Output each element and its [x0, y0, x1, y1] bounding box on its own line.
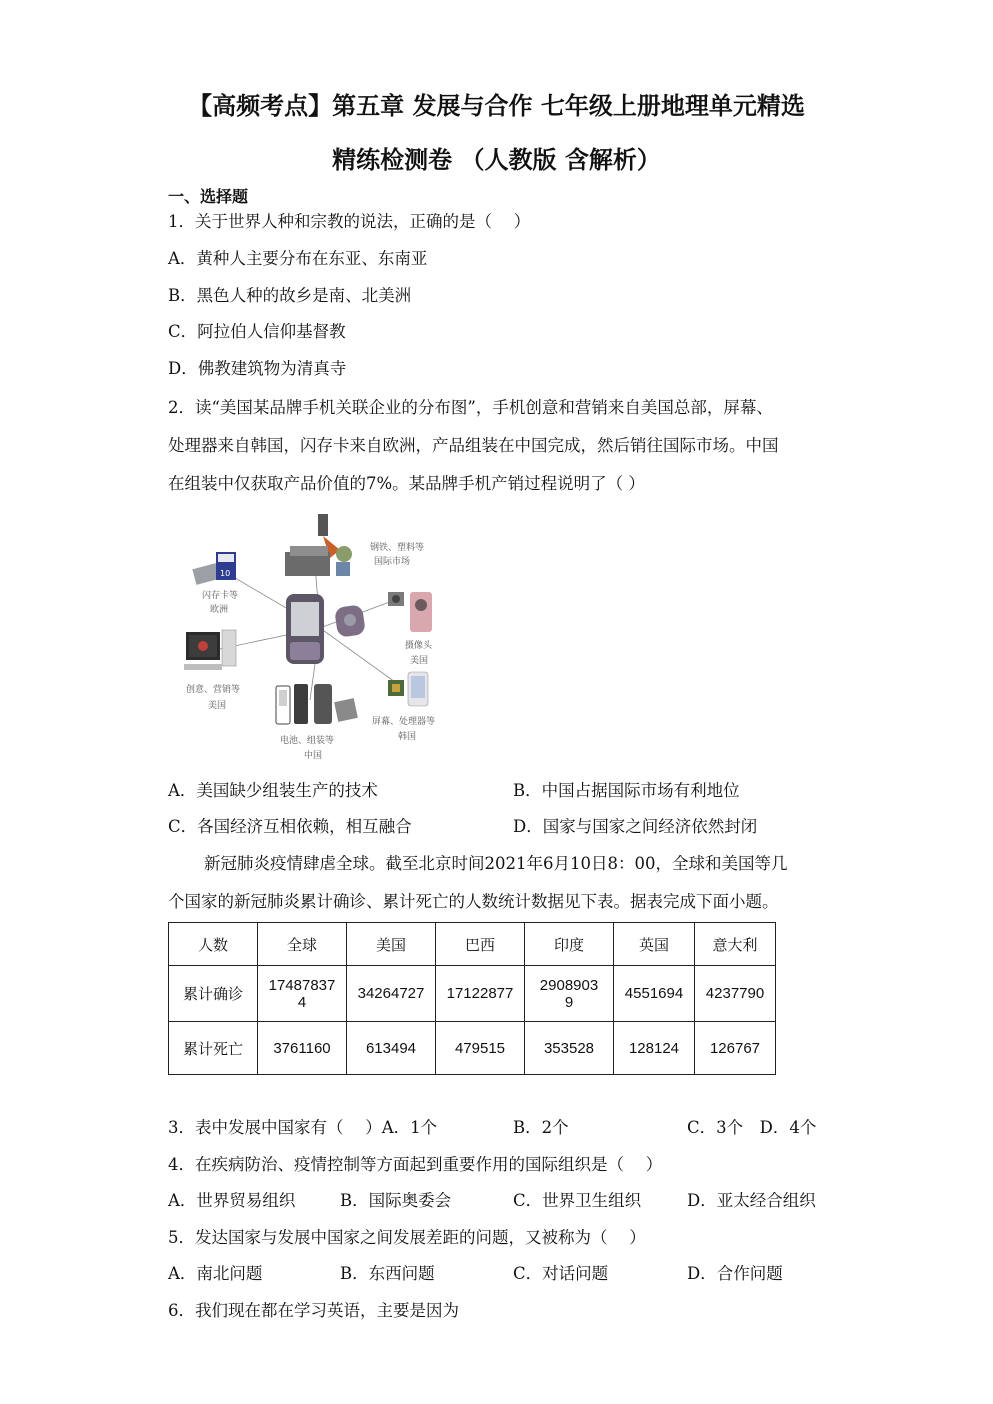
figure-label-usa-2: 美国	[410, 656, 429, 666]
q4-option-c: C．世界卫生组织	[513, 1191, 642, 1210]
table-cell: 353528	[525, 1022, 614, 1075]
q2-option-c: C．各国经济互相依赖，相互融合	[168, 817, 412, 836]
sd-card-capacity: 10	[220, 569, 231, 578]
table-cell: 3761160	[258, 1022, 347, 1075]
section-heading: 一、选择题	[168, 187, 249, 206]
q3-option-b: B．2个	[513, 1118, 569, 1137]
header-cell: 人数	[169, 923, 258, 966]
header-cell: 意大利	[695, 923, 776, 966]
q1-option-c: C．阿拉伯人信仰基督教	[168, 322, 346, 341]
computer-icon	[184, 630, 236, 670]
covid-data-table	[168, 922, 776, 1075]
q4-option-d: D．亚太经合组织	[687, 1191, 816, 1210]
table-cell: 4237790	[695, 966, 776, 1022]
table-row-deaths	[169, 1022, 776, 1075]
figure-label-flash: 闪存卡等	[202, 591, 239, 601]
q5-option-d: D．合作问题	[687, 1264, 783, 1283]
flash-card-icon	[192, 552, 236, 585]
q4-option-a: A．世界贸易组织	[168, 1191, 296, 1210]
passage-line-1: 新冠肺炎疫情肆虐全球。截至北京时间2021年6月10日8：00，全球和美国等几	[204, 854, 788, 873]
q1-option-b: B．黑色人种的故乡是南、北美洲	[168, 286, 412, 305]
header-cell: 英国	[614, 923, 695, 966]
header-cell: 全球	[258, 923, 347, 966]
q4-stem: 4．在疾病防治、疫情控制等方面起到重要作用的国际组织是（ ）	[168, 1155, 663, 1174]
q3-stem: 3．表中发展中国家有（ ）A．1个	[168, 1118, 438, 1137]
figure-label-steel: 钢铁、塑料等	[370, 543, 425, 553]
q3-option-cd: C．3个 D．4个	[687, 1118, 817, 1137]
table-header-row	[169, 923, 776, 966]
table-cell: 128124	[614, 1022, 695, 1075]
q5-option-c: C．对话问题	[513, 1264, 609, 1283]
header-cell: 巴西	[436, 923, 525, 966]
q2-option-d: D．国家与国家之间经济依然封闭	[513, 817, 758, 836]
q5-stem: 5．发达国家与发展中国家之间发展差距的问题，又被称为（ ）	[168, 1228, 646, 1247]
table-cell: 479515	[436, 1022, 525, 1075]
figure-label-battery: 电池、组装等	[280, 736, 335, 746]
table-cell: 17122877	[436, 966, 525, 1022]
table-cell: 17487837 4	[258, 966, 347, 1022]
q2-stem-line-3: 在组装中仅获取产品价值的7%。某品牌手机产销过程说明了（ ）	[168, 474, 645, 493]
connector-line	[320, 628, 395, 682]
figure-label-market: 国际市场	[374, 557, 411, 567]
table-cell: 613494	[347, 1022, 436, 1075]
row-label: 累计确诊	[169, 966, 258, 1022]
passage-line-2: 个国家的新冠肺炎累计确诊、累计死亡的人数统计数据见下表。据表完成下面小题。	[168, 892, 779, 911]
title-line-1: 【高频考点】第五章 发展与合作 七年级上册地理单元精选	[188, 92, 805, 120]
row-label: 累计死亡	[169, 1022, 258, 1075]
figure-label-camera: 摄像头	[405, 641, 433, 651]
q2-stem-line-2: 处理器来自韩国，闪存卡来自欧洲，产品组装在中国完成，然后销往国际市场。中国	[168, 436, 779, 455]
table-row-confirmed	[169, 966, 776, 1022]
table-cell: 4551694	[614, 966, 695, 1022]
central-phone-icon	[286, 594, 366, 664]
table-cell: 126767	[695, 1022, 776, 1075]
camera-icon	[388, 592, 432, 632]
battery-assembly-icon	[276, 684, 358, 724]
figure-label-europe: 欧洲	[210, 605, 229, 615]
table-cell: 34264727	[347, 966, 436, 1022]
steel-plastic-icon	[285, 514, 352, 576]
phone-supply-chain-figure	[180, 510, 460, 765]
screen-processor-icon	[388, 672, 428, 706]
q5-option-b: B．东西问题	[340, 1264, 435, 1283]
q2-stem-line-1: 2．读“美国某品牌手机关联企业的分布图”，手机创意和营销来自美国总部，屏幕、	[168, 398, 773, 417]
q1-stem: 1．关于世界人种和宗教的说法，正确的是（ ）	[168, 212, 531, 231]
q5-option-a: A．南北问题	[168, 1264, 263, 1283]
q1-option-a: A．黄种人主要分布在东亚、东南亚	[168, 249, 428, 268]
header-cell: 印度	[525, 923, 614, 966]
q2-option-b: B．中国占据国际市场有利地位	[513, 781, 740, 800]
figure-label-usa-1: 美国	[208, 701, 227, 711]
figure-label-creative: 创意、营销等	[186, 685, 241, 695]
figure-label-china: 中国	[304, 751, 323, 761]
figure-label-korea: 韩国	[398, 732, 417, 742]
figure-label-screen: 屏幕、处理器等	[372, 717, 436, 727]
q6-stem: 6．我们现在都在学习英语，主要是因为	[168, 1301, 459, 1320]
header-cell: 美国	[347, 923, 436, 966]
table-cell: 2908903 9	[525, 966, 614, 1022]
title-line-2: 精练检测卷 （人教版 含解析）	[332, 146, 661, 174]
q2-option-a: A．美国缺少组装生产的技术	[168, 781, 378, 800]
q1-option-d: D．佛教建筑物为清真寺	[168, 359, 347, 378]
q4-option-b: B．国际奥委会	[340, 1191, 452, 1210]
